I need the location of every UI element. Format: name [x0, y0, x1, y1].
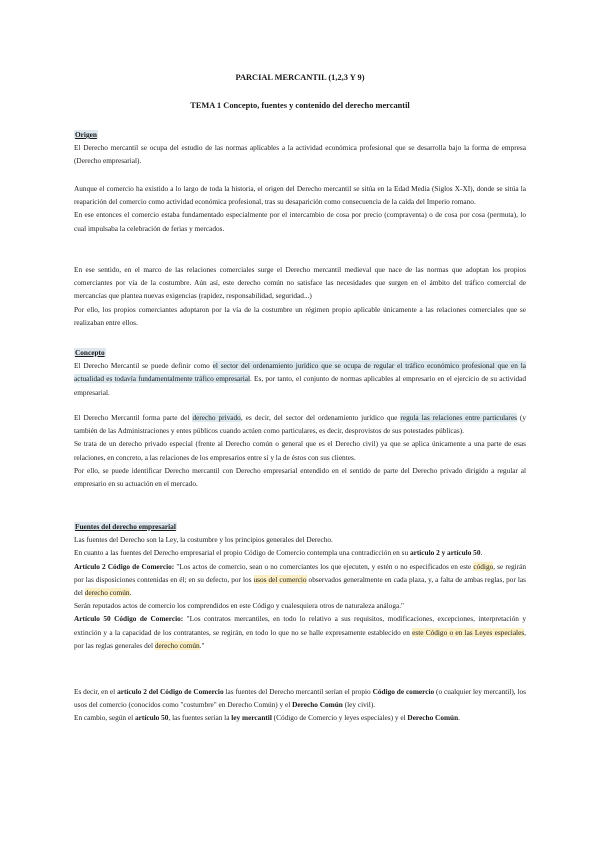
article-50-quote: Artículo 50 Código de Comercio: "Los contratos mercantiles, en todo lo relativo a sus requisitos, modificaciones, excepciones, interpretación y extinción y a la capacidad de los contratantes, se regirán, en todo lo que no se halle expresamente establecido en este Código o en las Leyes especiales, por las reglas generales del derecho común." — [74, 614, 526, 650]
highlight-codigo: código — [473, 561, 494, 571]
heading-fuentes: Fuentes del derecho empresarial — [75, 522, 176, 531]
paragraph: Se trata de un derecho privado especial (frente al Derecho común o general que es el Derecho civil) ya que se aplica únicamente a una parte de esas relaciones, en concreto, a las relaciones de los empresarios entre sí y la de éstos con sus clientes. — [74, 439, 526, 462]
paragraph: En ese entonces el comercio estaba fundamentado especialmente por el intercambio de cosa por precio (compraventa) o de cosa por cosa (permuta), lo cual impulsaba la celebración de ferias y mercados. — [74, 210, 526, 233]
highlight-definition: el sector del ordenamiento jurídico que se ocupa de regular el tráfico económico profesional que en la actualidad es todavía fundamentalmente tráfico empresarial — [74, 361, 526, 384]
article-2-quote: Artículo 2 Código de Comercio: "Los actos de comercio, sean o no comerciantes los que ejecuten, y estén o no especificados en este código, se regirán por las disposiciones contenidas en él; en su defecto, por los usos del comercio observados generalmente en cada plaza, y, a falta de ambas reglas, por las del derecho común. — [74, 561, 527, 598]
heading-origen: Origen — [75, 130, 97, 139]
paragraph: En cuanto a las fuentes del Derecho empresarial el propio Código de Comercio contempla una contradicción en su artículo 2 y artículo 50. — [74, 548, 483, 558]
highlight-relaciones: regula las relaciones entre particulares — [400, 413, 517, 422]
paragraph: Aunque el comercio ha existido a lo largo de toda la historia, el origen del Derecho mercantil se sitúa en la Edad Media (Siglos X-XI), donde se sitúa la reaparición del comercio como actividad económica profesional, tras su desaparición como consecuencia de la caída del Imperio romano. — [74, 184, 526, 207]
highlight-este-codigo: este Código o en las Leyes especiales — [412, 627, 525, 637]
highlight-derecho-comun-2: derecho común — [154, 640, 200, 650]
article-50-label: Artículo 50 Código de Comercio: — [74, 614, 184, 624]
article-2-label: Artículo 2 Código de Comercio: — [74, 561, 175, 571]
paragraph: El Derecho mercantil se ocupa del estudio de las normas aplicables a la actividad económica profesional que se desarrolla bajo la forma de empresa (Derecho empresarial). — [74, 143, 526, 166]
section-fuentes — [74, 520, 526, 652]
paragraph: Por ello, los propios comerciantes adoptaron por la vía de la costumbre un régimen propio aplicable únicamente a las relaciones comerciales que se realizaban entre ellos. — [74, 304, 526, 327]
paragraph: Serán reputados actos de comercio los comprendidos en este Código y cualesquiera otros de naturaleza análoga." — [74, 601, 405, 611]
paragraph: Por ello, se puede identificar Derecho mercantil con Derecho empresarial entendido en el sentido de parte del Derecho privado dirigido a regular al empresario en su actuación en el mercado. — [74, 465, 526, 489]
paragraph: En cambio, según el artículo 50, las fuentes serían la ley mercantil (Código de Comercio y leyes especiales) y el Derecho Común. — [74, 713, 460, 723]
heading-concepto: Concepto — [75, 348, 105, 357]
section-concepto — [74, 346, 526, 399]
highlight-derecho-comun: derecho común — [84, 588, 130, 598]
highlight-derecho-privado: derecho privado — [192, 413, 241, 422]
section-origen-body — [74, 182, 526, 235]
section-conclusion — [74, 685, 526, 725]
paragraph: El Derecho Mercantil forma parte del derecho privado, es decir, del sector del ordenamiento jurídico que regula las relaciones entre particulares (y también de las Administraciones y entes públicos cuando actúen como particulares, es decir, desprovistos de sus potestades públicas). — [74, 413, 526, 436]
paragraph: Es decir, en el artículo 2 del Código de Comercio las fuentes del Derecho mercantil serían el propio Código de comercio (o cualquier ley mercantil), los usos del comercio (conocidos como "costumbre" en Derecho Común) y el Derecho Común (ley civil). — [74, 687, 527, 710]
paragraph: El Derecho Mercantil se puede definir como el sector del ordenamiento jurídico que se ocupa de regular el tráfico económico profesional que en la actualidad es todavía fundamentalmente tráfico empresarial. Es, por tanto, el conjunto de normas aplicables al empresario en el ejercicio de su actividad empresarial. — [74, 361, 526, 397]
paragraph: Las fuentes del Derecho son la Ley, la costumbre y los principios generales del Derecho. — [74, 535, 333, 545]
section-concepto-body — [74, 411, 526, 490]
document-title: PARCIAL MERCANTIL (1,2,3 Y 9) — [235, 73, 365, 82]
section-origen — [74, 128, 526, 168]
topic-title: TEMA 1 Concepto, fuentes y contenido del derecho mercantil — [190, 101, 410, 110]
paragraph: En ese sentido, en el marco de las relaciones comerciales surge el Derecho mercantil medieval que nace de las normas que adoptan los propios comerciantes por vía de la costumbre. Aún así, este derecho común no satisface las necesidades que surgen en el ámbito del tráfico comercial de mercancías que plantea nuevas exigencias (rapidez, responsabilidad, seguridad...) — [74, 265, 526, 301]
section-origen-body-2 — [74, 263, 526, 329]
highlight-usos: usos del comercio — [253, 574, 307, 584]
